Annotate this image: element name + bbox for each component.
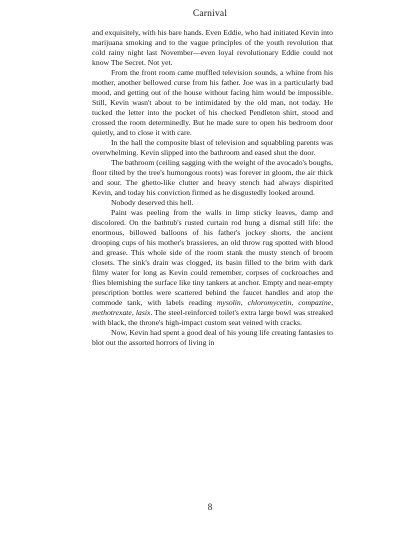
paragraph-4: The bathroom (ceiling sagging with the weight of the avocado's boughs, floor tilted by the tree's humongous roots) was forever in gloom, the air thick and sour. The ghetto-like clutter and heavy stench had always dispirited Kevin, and today his conviction firmed as he disgustedly looked around. [92, 158, 333, 197]
paragraph-6 [92, 208, 333, 328]
paragraph-1: and exquisitely, with his bare hands. Even Eddie, who had initiated Kevin into marijuana smoking and to the vague principles of the youth revolution that cold rainy night last November—even loyal revolutionary Eddie could not know The Secret. Not yet. [92, 28, 333, 67]
paragraph-7: Now, Kevin had spent a good deal of his young life creating fantasies to blot out the assorted horrors of living in [92, 328, 333, 347]
paragraph-6-text-before: Paint was peeling from the walls in limp sticky leaves, damp and discolored. On the bathtub's rusted curtain rod hung a dismal still life: the enormous, billowed balloons of his father's jockey shorts, the ancient drooping cups of his mother's brassieres, an old throw rug spotted with blood and grease. This whole side of the room stank the musty stench of broom closets. The sink's drain was clogged, its basin filled to the brim with dark filmy water for long as Kevin could remember, corpses of cockroaches and flies blemishing the surface like tiny tankers at anchor. Empty and near-empty prescription bottles were scattered behind the faucet handles and atop the commode tank, with labels reading [92, 208, 333, 307]
paragraph-2: From the front room came muffled television sounds, a whine from his mother, another bellowed curse from his father. Joe was in a particularly bad mood, and getting out of the house without facing him would be impossible. Still, Kevin wasn't about to be intimidated by the old man, not today. He tucked the letter into the pocket of his checked Pendleton shirt, stood and crossed the room determinedly. But he made sure to open his bedroom door quietly, and to close it with care. [92, 68, 333, 137]
body-text [92, 28, 333, 348]
paragraph-3: In the hall the composite blast of television and squabbling parents was overwhelming. Kevin slipped into the bathroom and eased shut the door. [92, 138, 333, 157]
drug-names-italic: mysolin, chloromycetin, compazine, methotrexate, lasix [92, 298, 333, 317]
page-number: 8 [207, 502, 213, 512]
running-head: Carnival [192, 9, 228, 19]
paragraph-5: Nobody deserved this hell. [111, 198, 194, 207]
paragraph-6-text-after: . The steel-reinforced toilet's extra large bowl was streaked with black, the throne's high-impact custom seat veined with cracks. [92, 308, 333, 327]
